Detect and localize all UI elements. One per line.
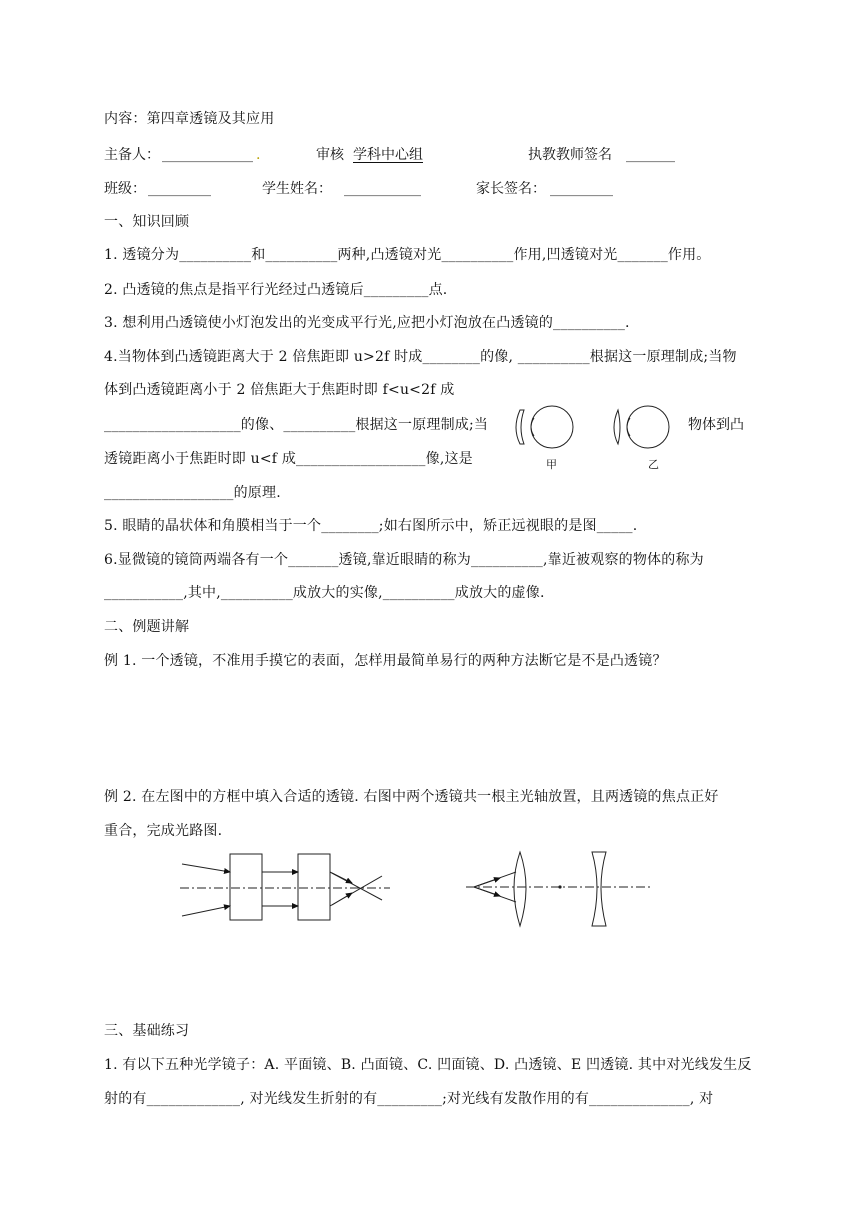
example-2-line2: 重合，完成光路图. — [104, 823, 223, 839]
preparer-label: 主备人： — [104, 147, 160, 163]
question-1-4-line1: 4.当物体到凸透镜距离大于 2 倍焦距即 u>2f 时成________的像, __________根据这一原理制成;当物 — [104, 349, 737, 365]
student-label: 学生姓名： — [262, 181, 332, 197]
section-1-title: 一、知识回顾 — [104, 214, 190, 230]
question-1-1: 1. 透镜分为__________和__________两种,凸透镜对光__________作用,凹透镜对光_______作用。 — [104, 247, 711, 263]
teacher-sign-blank: _______ — [626, 147, 675, 163]
lens-box-diagram — [176, 848, 396, 938]
preparer-blank: _____________ — [162, 147, 253, 163]
parent-blank: _________ — [550, 181, 613, 197]
question-1-4-line3: ___________________的像、__________根据这一原理制成;当 — [104, 417, 489, 433]
class-label: 班级： — [104, 181, 146, 197]
convex-concave-diagram — [460, 846, 660, 936]
question-1-6-line2: ___________,其中,__________成放大的实像,__________成放大的虚像. — [104, 585, 545, 601]
example-2-line1: 例 2. 在左图中的方框中填入合适的透镜. 右图中两个透镜共一根主光轴放置，且两透镜的焦点正好 — [104, 789, 719, 805]
section-2-title: 二、例题讲解 — [104, 619, 190, 635]
question-1-4-line5: __________________的原理. — [104, 485, 281, 501]
preparer-dot: . — [256, 147, 261, 163]
review-label: 审核 — [316, 147, 344, 163]
question-1-2: 2. 凸透镜的焦点是指平行光经过凸透镜后_________点. — [104, 282, 448, 298]
question-1-5: 5. 眼睛的晶状体和角膜相当于一个________;如右图所示中，矫正远视眼的是图_____. — [104, 518, 638, 534]
eye-label-b: 乙 — [648, 458, 659, 471]
practice-1-line2: 射的有_____________, 对光线发生折射的有_________;对光线有发散作用的有______________, 对 — [104, 1091, 714, 1107]
review-value: 学科中心组 — [353, 147, 423, 163]
question-1-4-line2: 体到凸透镜距离小于 2 倍焦距大于焦距时即 f<u<2f 成 — [104, 382, 455, 398]
question-1-4-line4: 透镜距离小于焦距时即 u<f 成__________________像,这是 — [104, 451, 473, 467]
section-3-title: 三、基础练习 — [104, 1023, 190, 1039]
parent-label: 家长签名： — [476, 181, 546, 197]
class-blank: _________ — [148, 181, 211, 197]
question-1-6-line1: 6.显微镜的镜筒两端各有一个_______透镜,靠近眼睛的称为__________,靠近被观察的物体的称为 — [104, 552, 704, 568]
example-1: 例 1. 一个透镜，不准用手摸它的表面，怎样用最简单易行的两种方法断它是不是凸透镜？ — [104, 653, 667, 669]
practice-1-line1: 1. 有以下五种光学镜子：A. 平面镜、B. 凸面镜、C. 凹面镜、D. 凸透镜、E 凹透镜. 其中对光线发生反 — [104, 1057, 752, 1073]
eye-label-a: 甲 — [546, 458, 557, 471]
teacher-sign-label: 执教教师签名 — [528, 147, 612, 163]
question-1-3: 3. 想利用凸透镜使小灯泡发出的光变成平行光,应把小灯泡放在凸透镜的__________. — [104, 315, 630, 331]
student-blank: ___________ — [344, 181, 421, 197]
content-line: 内容：第四章透镜及其应用 — [104, 111, 275, 127]
question-1-4-line3-right: 物体到凸 — [688, 417, 744, 433]
